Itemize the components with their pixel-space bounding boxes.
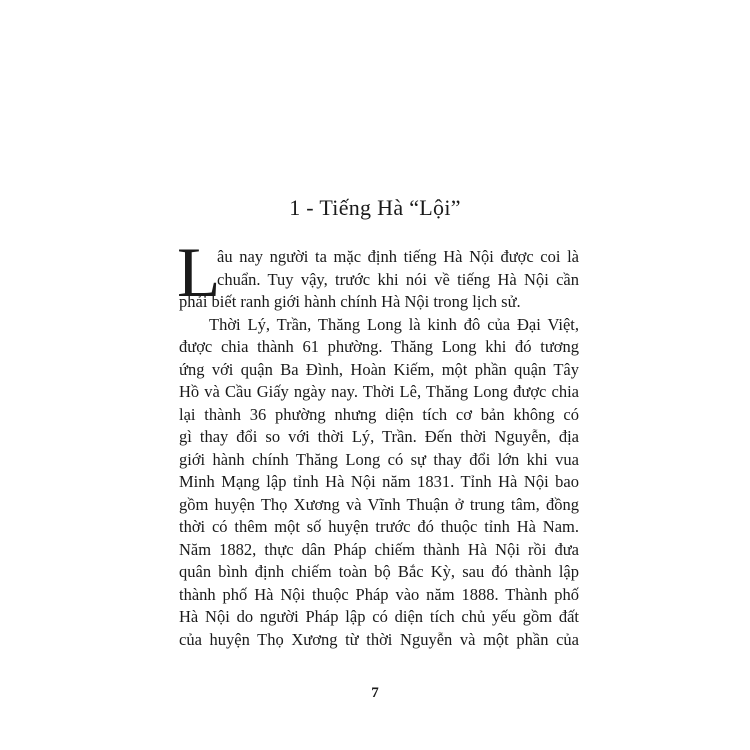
text-line: quân bình định chiếm toàn bộ Bắc Kỳ, sau đó thành lập <box>179 562 579 581</box>
paragraph-2 <box>179 314 579 652</box>
text-line: được chia thành 61 phường. Thăng Long khi đó tương <box>179 337 579 356</box>
text-line: thời có thêm một số huyện trước đó thuộc tỉnh Hà Nam. <box>179 517 579 536</box>
text-line: chuẩn. Tuy vậy, trước khi nói về tiếng Hà Nội cần <box>217 269 579 289</box>
body-text <box>177 234 579 651</box>
text-line: gì thay đổi so với thời Lý, Trần. Đến thời Nguyễn, địa <box>179 427 579 446</box>
text-line: ứng với quận Ba Đình, Hoàn Kiếm, một phần quận Tây <box>179 359 579 379</box>
text-line: phải biết ranh giới hành chính Hà Nội trong lịch sử. <box>179 292 521 311</box>
text-line: gồm huyện Thọ Xương và Vĩnh Thuận ở trung tâm, đồng <box>179 494 579 514</box>
text-line: lại thành 36 phường nhưng diện tích cơ bản không có <box>179 404 579 424</box>
page-number: 7 <box>371 685 379 701</box>
chapter-title: 1 - Tiếng Hà “Lội” <box>289 195 461 220</box>
text-line: giới hành chính Thăng Long có sự thay đổi lớn khi vua <box>179 449 579 469</box>
text-line: của huyện Thọ Xương từ thời Nguyễn và một phần của <box>179 629 579 649</box>
text-line: Năm 1882, thực dân Pháp chiếm thành Hà Nội rồi đưa <box>179 539 579 559</box>
text-line: thành phố Hà Nội thuộc Pháp vào năm 1888. Thành phố <box>179 584 579 604</box>
text-line: âu nay người ta mặc định tiếng Hà Nội được coi là <box>217 247 579 266</box>
text-line: Hà Nội do người Pháp lập có diện tích chủ yếu gồm đất <box>179 607 579 626</box>
text-line: Thời Lý, Trần, Thăng Long là kinh đô của Đại Việt, <box>209 314 579 334</box>
drop-cap: L <box>177 234 221 312</box>
text-line: Minh Mạng lập tỉnh Hà Nội năm 1831. Tỉnh Hà Nội bao <box>179 472 579 491</box>
paragraph-1 <box>177 234 579 314</box>
text-line: Hồ và Cầu Giấy ngày nay. Thời Lê, Thăng Long được chia <box>179 382 579 401</box>
